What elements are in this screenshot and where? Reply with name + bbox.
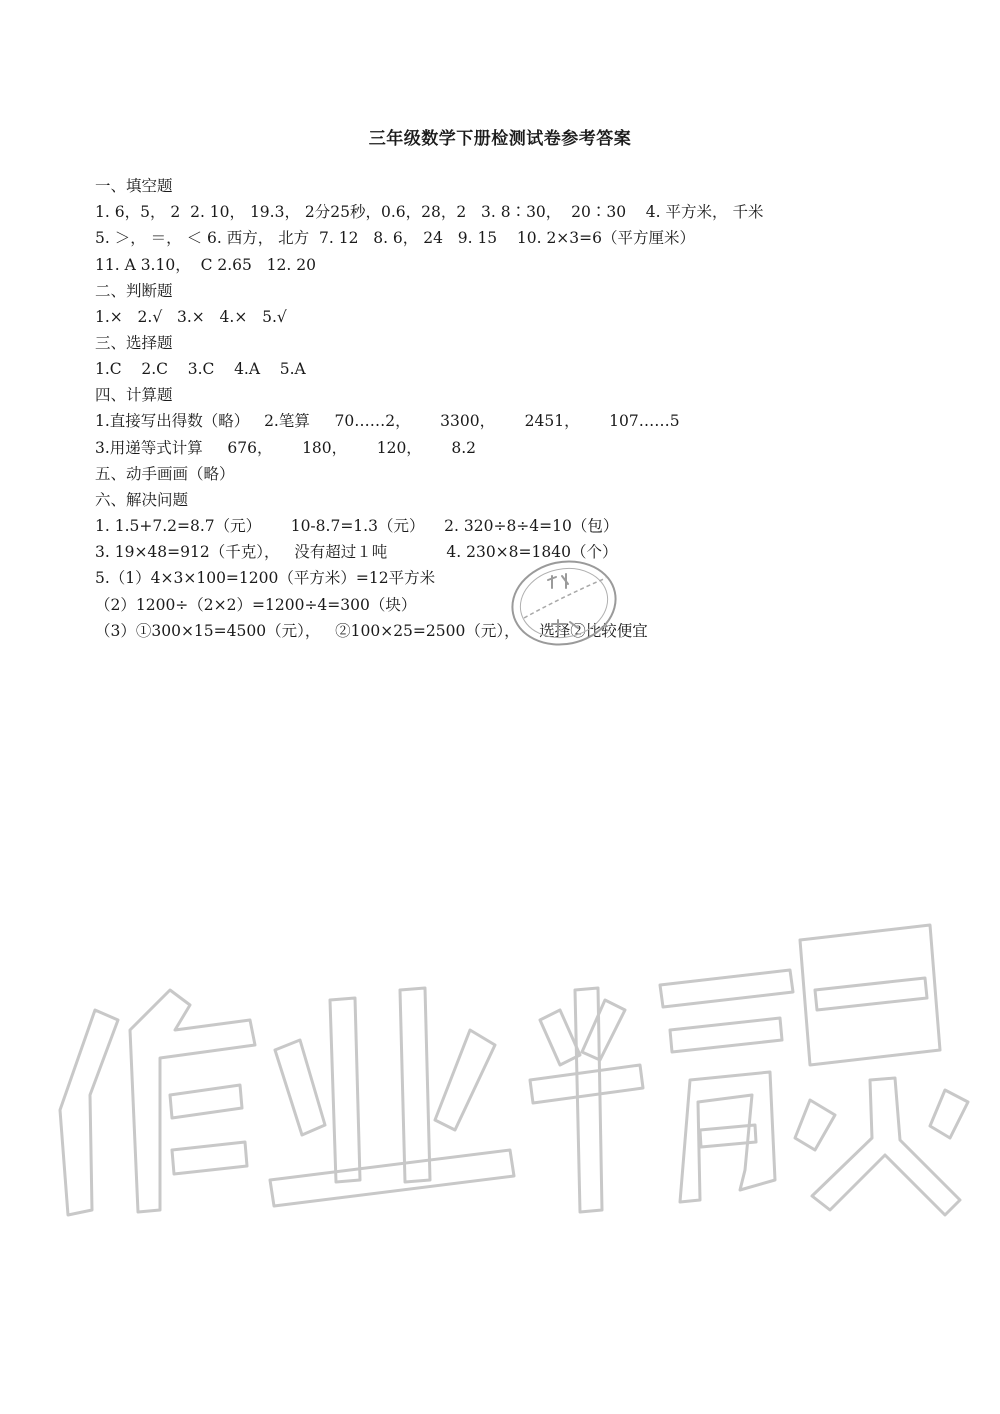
watermark-char-ye [270,988,514,1206]
stamp-seal [508,558,620,648]
answer-line-problem-4: （2）1200÷（2×2）=1200÷4=300（块） [95,596,417,614]
answer-line-multiple-choice: 1.C 2.C 3.C 4.A 5.A [95,360,306,378]
answer-line-problem-5: （3）①300×15=4500（元）， ②100×25=2500（元）， 选择②比较便宜 [95,622,648,640]
watermark-char-ling [795,925,968,1215]
answer-line-problem-2: 3. 19×48=912（千克）， 没有超过１吨 4. 230×8=1840（个） [95,543,618,561]
answer-line-problem-3: 5.（1）4×3×100=1200（平方米）=12平方米 [95,569,436,587]
watermark [0,880,1000,1240]
answer-line-fill-3: 11. A 3.10， C 2.65 12. 20 [95,256,316,274]
watermark-char-zuo [60,990,255,1215]
answer-line-fill-1: 1. 6，5， 2 2. 10， 19.3， 2分25秒，0.6，28，2 3. 8∶30， 20∶30 4. 平方米， 千米 [95,203,764,221]
answer-line-fill-2: 5. ＞， ＝， ＜ 6. 西方， 北方 7. 12 8. 6， 24 9. 15 10. 2×3=6（平方厘米） [95,229,696,247]
answer-line-calculation-2: 3.用递等式计算 676， 180， 120， 8.2 [95,439,477,457]
section-heading-true-false: 二、判断题 [95,282,173,300]
page-title: 三年级数学下册检测试卷参考答案 [368,129,632,149]
section-heading-drawing: 五、动手画画（略） [95,465,235,483]
section-heading-fill-blank: 一、填空题 [95,177,173,195]
answer-line-calculation-1: 1.直接写出得数（略） 2.笔算 70……2， 3300， 2451， 107……5 [95,412,680,430]
watermark-char-jing [530,970,793,1212]
section-heading-calculation: 四、计算题 [95,386,173,404]
section-heading-multiple-choice: 三、选择题 [95,334,173,352]
answer-line-true-false: 1.× 2.√ 3.× 4.× 5.√ [95,308,287,326]
answer-line-problem-1: 1. 1.5+7.2=8.7（元） 10-8.7=1.3（元） 2. 320÷8÷4=10（包） [95,517,619,535]
section-heading-problem-solving: 六、解决问题 [95,491,189,509]
